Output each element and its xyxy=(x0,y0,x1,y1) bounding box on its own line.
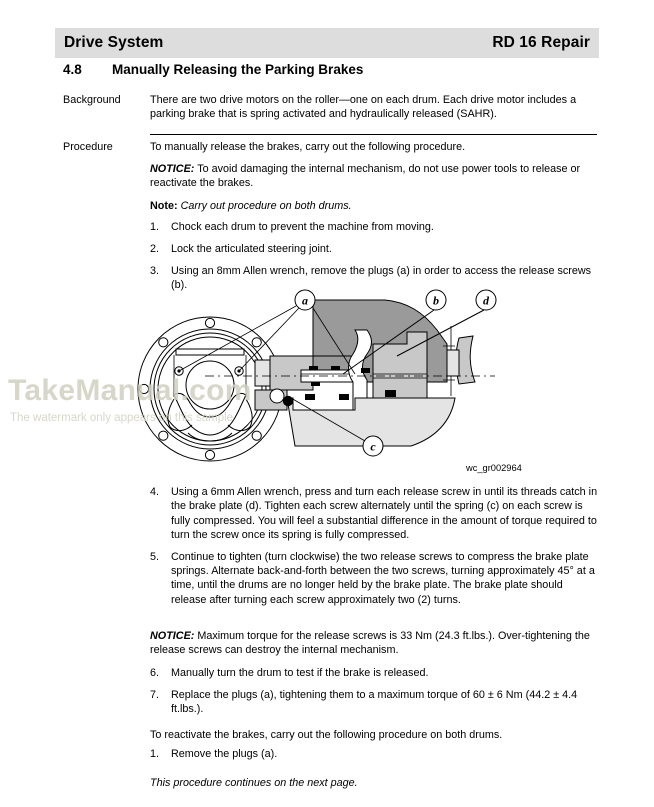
list-item xyxy=(150,666,600,680)
header-right-title: RD 16 Repair xyxy=(492,34,590,51)
step-text: Using a 6mm Allen wrench, press and turn each release screw in until its threads catch in the brake plate (d). Tighten each screw alternately until the spring (c) on each screw is fully compressed. You will feel a substantial difference in the amount of torque required to turn the screw once its spring is fully compressed. xyxy=(171,486,598,541)
step-text: Continue to tighten (turn clockwise) the two release screws to compress the brake plate springs. Alternate back-and-forth between the two screws, turning approximately 45° at a time, until the drums are no longer held by the brake plate. The brake plate should release after turning each screw approximately two (2) turns. xyxy=(171,550,595,606)
steps-mid xyxy=(150,485,600,607)
background-block xyxy=(63,93,600,121)
section-title: Manually Releasing the Parking Brakes xyxy=(112,62,364,77)
notice-keyword: NOTICE: xyxy=(150,163,195,176)
step-number: 2. xyxy=(150,242,160,255)
list-item xyxy=(150,550,600,607)
step-text: Manually turn the drum to test if the brake is released. xyxy=(171,667,429,679)
watermark-subtitle: The watermark only appears on this sample xyxy=(10,412,234,424)
figure-brake-assembly xyxy=(55,286,615,481)
notice-text: To avoid damaging the internal mechanism, do not use power tools to release or reactivate the brakes. xyxy=(150,163,581,190)
note-keyword: Note: xyxy=(150,199,178,212)
figure-svg xyxy=(55,286,615,481)
callout-label: c xyxy=(370,439,376,454)
step-number: 7. xyxy=(150,688,160,701)
figure-caption: wc_gr002964 xyxy=(466,463,522,473)
running-header xyxy=(55,28,599,58)
step-text: Remove the plugs (a). xyxy=(171,748,278,760)
notice-first xyxy=(150,162,600,190)
reactivate-intro: To reactivate the brakes, carry out the following procedure on both drums. xyxy=(150,729,503,741)
callout-label: b xyxy=(433,293,439,308)
list-item xyxy=(150,485,600,542)
step-text: Using an 8mm Allen wrench, remove the plugs (a) in order to access the release screws (b). xyxy=(171,264,592,291)
notice-keyword: NOTICE: xyxy=(150,630,195,642)
section-number: 4.8 xyxy=(63,62,82,77)
step-text: Replace the plugs (a), tightening them to a maximum torque of 60 ± 6 Nm (44.2 ± 4.4 ft.lbs.). xyxy=(171,688,578,716)
section-heading xyxy=(63,62,603,77)
list-item xyxy=(150,242,600,256)
background-label: Background xyxy=(63,94,121,106)
brake-flange-face xyxy=(138,317,282,461)
step-text: Chock each drum to prevent the machine from moving. xyxy=(171,221,434,233)
steps-end xyxy=(150,666,600,716)
procedure-block xyxy=(63,140,600,213)
steps-reactivate xyxy=(150,747,600,761)
list-item xyxy=(150,747,600,761)
procedure-label: Procedure xyxy=(63,141,113,153)
step-text: Lock the articulated steering joint. xyxy=(171,242,332,255)
step-number: 1. xyxy=(150,748,160,760)
step-number: 6. xyxy=(150,667,160,679)
steps-top xyxy=(150,220,600,292)
note-text: Carry out procedure on both drums. xyxy=(180,199,352,212)
section-divider xyxy=(150,134,597,135)
background-text: There are two drive motors on the roller—one on each drum. Each drive motor includes a parking brake that is spring activated and hydraulically released (SAHR). xyxy=(150,94,577,121)
notice-text: Maximum torque for the release screws is 33 Nm (24.3 ft.lbs.). Over-tightening the release screws can destroy the internal mechanism. xyxy=(150,630,590,657)
note-line xyxy=(150,199,600,213)
watermark-title: TakeManual.com xyxy=(8,374,252,407)
list-item xyxy=(150,220,600,234)
header-left-title: Drive System xyxy=(64,34,164,51)
step-number: 4. xyxy=(150,486,160,498)
step-number: 1. xyxy=(150,221,160,233)
step-number: 3. xyxy=(150,264,160,277)
procedure-intro: To manually release the brakes, carry out the following procedure. xyxy=(150,141,466,153)
continues-note: This procedure continues on the next page. xyxy=(150,777,358,789)
notice-second xyxy=(150,629,600,657)
procedure-body xyxy=(150,140,600,213)
list-item xyxy=(150,688,600,717)
callout-label: a xyxy=(302,293,308,308)
callout-label: d xyxy=(483,293,489,308)
step-number: 5. xyxy=(150,550,160,563)
